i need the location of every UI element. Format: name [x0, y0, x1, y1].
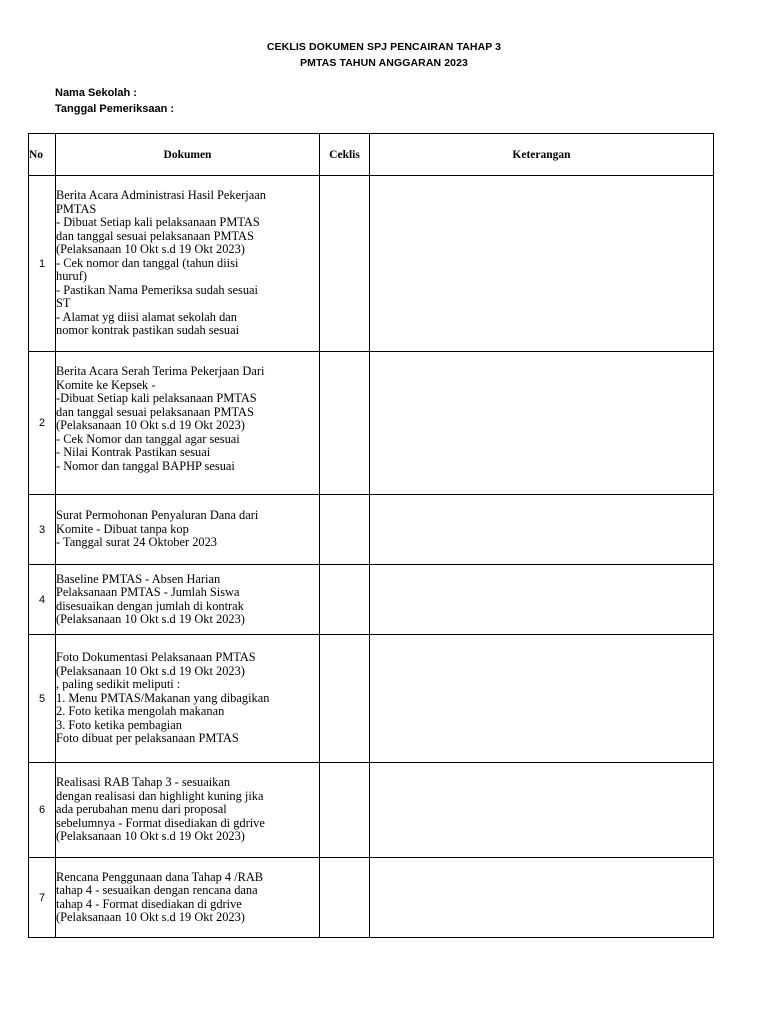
ceklis-cell[interactable] — [320, 858, 370, 938]
table-row — [29, 635, 714, 763]
document-subtitle: PMTAS TAHUN ANGGARAN 2023 — [300, 57, 468, 69]
row-number: 2 — [29, 352, 56, 495]
document-title: CEKLIS DOKUMEN SPJ PENCAIRAN TAHAP 3 — [266, 41, 502, 53]
row-number: 1 — [29, 176, 56, 352]
document-description: Baseline PMTAS - Absen Harian Pelaksanaan PMTAS - Jumlah Siswa disesuaikan dengan jumlah di kontrak (Pelaksanaan 10 Okt s.d 19 Okt 2023) — [56, 565, 320, 635]
column-header-keterangan: Keterangan — [370, 134, 714, 176]
document-description: Surat Permohonan Penyaluran Dana dari Komite - Dibuat tanpa kop - Tanggal surat 24 Oktober 2023 — [56, 495, 320, 565]
keterangan-cell[interactable] — [370, 763, 714, 858]
document-description: Foto Dokumentasi Pelaksanaan PMTAS (Pelaksanaan 10 Okt s.d 19 Okt 2023) , paling sedikit meliputi : 1. Menu PMTAS/Makanan yang dibagikan 2. Foto ketika mengolah makanan 3. Foto ketika pembagian Foto dibuat per pelaksanaan PMTAS — [56, 635, 320, 763]
document-description: Realisasi RAB Tahap 3 - sesuaikan dengan realisasi dan highlight kuning jika ada perubahan menu dari proposal sebelumnya - Format disediakan di gdrive (Pelaksanaan 10 Okt s.d 19 Okt 2023) — [56, 763, 320, 858]
ceklis-cell[interactable] — [320, 565, 370, 635]
row-number: 6 — [29, 763, 56, 858]
keterangan-cell[interactable] — [370, 858, 714, 938]
ceklis-cell[interactable] — [320, 495, 370, 565]
row-number: 4 — [29, 565, 56, 635]
document-description: Rencana Penggunaan dana Tahap 4 /RAB tahap 4 - sesuaikan dengan rencana dana tahap 4 - Format disediakan di gdrive (Pelaksanaan 10 Okt s.d 19 Okt 2023) — [56, 858, 320, 938]
row-number: 3 — [29, 495, 56, 565]
column-header-ceklis: Ceklis — [320, 134, 370, 176]
table-row — [29, 495, 714, 565]
checklist-table — [28, 133, 714, 938]
row-number: 7 — [29, 858, 56, 938]
school-name-label: Nama Sekolah : — [55, 87, 137, 99]
table-row — [29, 352, 714, 495]
ceklis-cell[interactable] — [320, 352, 370, 495]
document-description: Berita Acara Serah Terima Pekerjaan Dari Komite ke Kepsek - -Dibuat Setiap kali pelaksanaan PMTAS dan tanggal sesuai pelaksanaan PMTAS (Pelaksanaan 10 Okt s.d 19 Okt 2023) - Cek Nomor dan tanggal agar sesuai - Nilai Kontrak Pastikan sesuai - Nomor dan tanggal BAPHP sesuai — [56, 352, 320, 495]
table-row — [29, 565, 714, 635]
ceklis-cell[interactable] — [320, 763, 370, 858]
row-number: 5 — [29, 635, 56, 763]
table-row — [29, 176, 714, 352]
column-header-no: No — [29, 134, 56, 176]
ceklis-cell[interactable] — [320, 635, 370, 763]
table-row — [29, 763, 714, 858]
inspection-date-label: Tanggal Pemeriksaan : — [55, 103, 175, 115]
table-row — [29, 858, 714, 938]
table-header-row — [29, 134, 714, 176]
document-description: Berita Acara Administrasi Hasil Pekerjaan PMTAS - Dibuat Setiap kali pelaksanaan PMTAS dan tanggal sesuai pelaksanaan PMTAS (Pelaksanaan 10 Okt s.d 19 Okt 2023) - Cek nomor dan tanggal (tahun diisi huruf) - Pastikan Nama Pemeriksa sudah sesuai ST - Alamat yg diisi alamat sekolah dan nomor kontrak pastikan sudah sesuai — [56, 176, 320, 352]
keterangan-cell[interactable] — [370, 495, 714, 565]
ceklis-cell[interactable] — [320, 176, 370, 352]
keterangan-cell[interactable] — [370, 176, 714, 352]
column-header-dokumen: Dokumen — [56, 134, 320, 176]
keterangan-cell[interactable] — [370, 352, 714, 495]
keterangan-cell[interactable] — [370, 635, 714, 763]
keterangan-cell[interactable] — [370, 565, 714, 635]
